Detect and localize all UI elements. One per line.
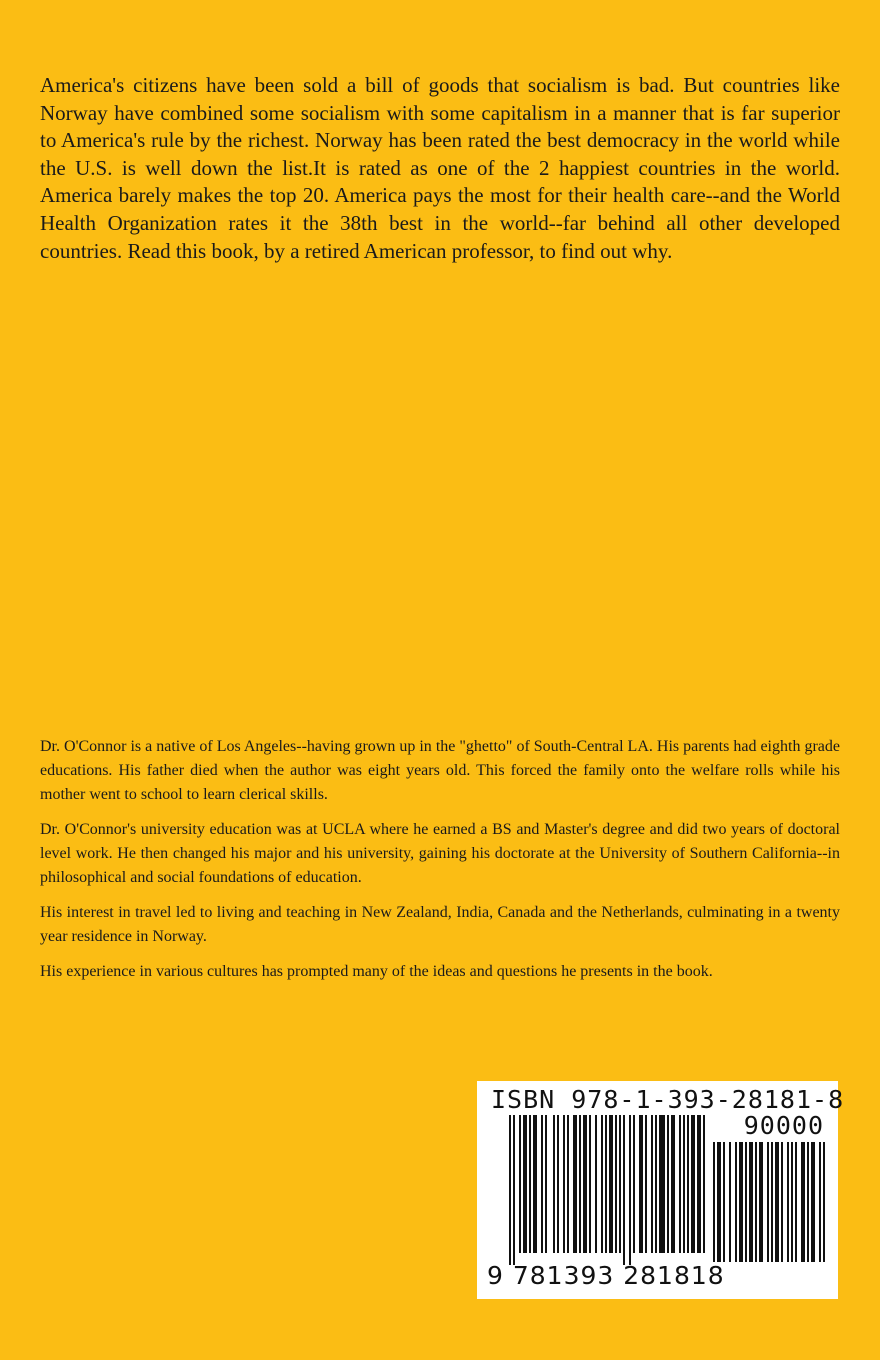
barcode-bar xyxy=(759,1142,763,1262)
barcode-bar xyxy=(703,1115,705,1253)
barcode-bar xyxy=(771,1142,773,1262)
barcode-bar xyxy=(659,1115,665,1253)
ean-digits: 9 781393 281818 xyxy=(487,1261,725,1290)
barcode-bar xyxy=(533,1115,537,1253)
barcode-bar xyxy=(529,1115,531,1253)
barcode-bar xyxy=(691,1115,695,1253)
barcode-bar xyxy=(807,1142,809,1262)
barcode-bar xyxy=(775,1142,779,1262)
barcode-bar xyxy=(735,1142,737,1262)
price-code: 90000 xyxy=(743,1111,824,1140)
barcode-bar xyxy=(683,1115,685,1253)
barcode-bar xyxy=(819,1142,821,1262)
barcode-bar xyxy=(619,1115,621,1253)
barcode-bar xyxy=(723,1142,725,1262)
barcode-bar xyxy=(713,1142,715,1262)
barcode-bar xyxy=(595,1115,597,1253)
barcode-bar xyxy=(623,1115,625,1265)
bio-paragraph: His experience in various cultures has prompted many of the ideas and questions he presents in the book. xyxy=(40,963,713,980)
barcode-bar xyxy=(567,1115,569,1253)
barcode-bar xyxy=(645,1115,647,1253)
barcode-bar xyxy=(545,1115,547,1253)
barcode-bar xyxy=(697,1115,701,1253)
barcode-bar xyxy=(781,1142,783,1262)
barcode-bar xyxy=(823,1142,825,1262)
barcode-bar xyxy=(553,1115,555,1253)
barcode-bar xyxy=(651,1115,653,1253)
barcode-bar xyxy=(667,1115,669,1253)
addon-barcode-bars xyxy=(713,1142,827,1267)
barcode-bar xyxy=(523,1115,527,1253)
bio-paragraph: His interest in travel led to living and teaching in New Zealand, India, Canada and the Netherlands, culminating in a twenty year residence in Norway. xyxy=(40,904,840,945)
isbn-barcode xyxy=(477,1081,845,1299)
barcode-bar xyxy=(557,1115,559,1253)
barcode-bar xyxy=(801,1142,805,1262)
barcode-bar xyxy=(589,1115,591,1253)
barcode-bar xyxy=(541,1115,543,1253)
barcode-bar xyxy=(573,1115,577,1253)
barcode-bar xyxy=(787,1142,789,1262)
bio-paragraph: Dr. O'Connor is a native of Los Angeles--having grown up in the "ghetto" of South-Central LA. His parents had eighth grade educations. His father died when the author was eight years old. This forced the family onto the welfare rolls while his mother went to school to learn clerical skills. xyxy=(40,738,840,803)
barcode-bar xyxy=(811,1142,815,1262)
barcode-bar xyxy=(633,1115,635,1253)
barcode-bar xyxy=(563,1115,565,1253)
barcode-bar xyxy=(579,1115,581,1253)
bio-paragraph: Dr. O'Connor's university education was at UCLA where he earned a BS and Master's degree and did two years of doctoral level work. He then changed his major and his university, gaining his doctorate at the University of Southern California--in philosophical and social foundations of education. xyxy=(40,821,840,886)
barcode-bar xyxy=(729,1142,731,1262)
barcode-bar xyxy=(749,1142,753,1262)
author-bio xyxy=(40,735,840,995)
barcode-bar xyxy=(679,1115,681,1253)
ean-barcode-bars xyxy=(509,1115,705,1267)
barcode-bar xyxy=(671,1115,675,1253)
barcode-bar xyxy=(717,1142,721,1262)
barcode-bar xyxy=(639,1115,643,1253)
barcode-bar xyxy=(745,1142,747,1262)
barcode-bar xyxy=(519,1115,521,1253)
barcode-bar xyxy=(767,1142,769,1262)
barcode-bar xyxy=(609,1115,613,1253)
barcode-bar xyxy=(739,1142,743,1262)
barcode-bar xyxy=(583,1115,587,1253)
barcode-bar xyxy=(513,1115,515,1265)
barcode-bar xyxy=(509,1115,511,1265)
barcode-bar xyxy=(795,1142,797,1262)
barcode-bar xyxy=(601,1115,603,1253)
barcode-bar xyxy=(755,1142,757,1262)
isbn-label: ISBN 978-1-393-28181-8 xyxy=(491,1085,845,1114)
back-cover-blurb: America's citizens have been sold a bill of goods that socialism is bad. But countries like Norway have combined some socialism with some capitalism in a manner that is far superior to America's rule by the richest. Norway has been rated the best democracy in the world while the U.S. is well down the list.It is rated as one of the 2 happiest countries in the world. America barely makes the top 20. America pays the most for their health care--and the World Health Organization rates it the 38th best in the world--far behind all other developed countries. Read this book, by a retired American professor, to find out why. xyxy=(40,73,840,263)
barcode-bar xyxy=(687,1115,689,1253)
barcode-bar xyxy=(655,1115,657,1253)
barcode-bar xyxy=(629,1115,631,1265)
barcode-bar xyxy=(605,1115,607,1253)
barcode-bar xyxy=(615,1115,617,1253)
barcode-bar xyxy=(791,1142,793,1262)
